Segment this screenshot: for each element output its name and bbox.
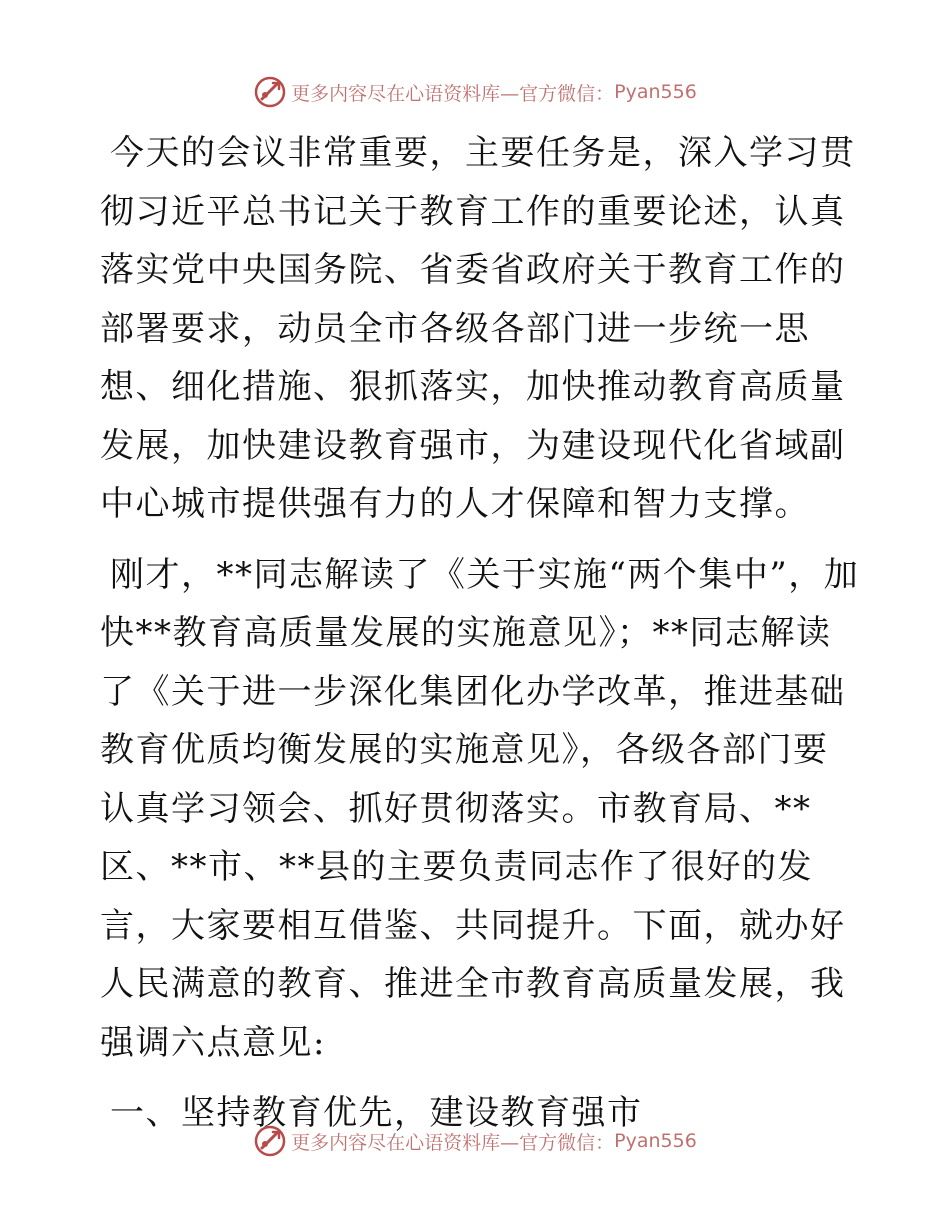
logo-icon	[253, 75, 287, 109]
banner-handle: Pyan556	[614, 1130, 697, 1152]
document-body	[100, 124, 860, 1143]
section-heading: 一、坚持教育优先，建设教育强市	[110, 1093, 643, 1133]
banner-text: 更多内容尽在心语资料库—官方微信：	[291, 1131, 615, 1154]
banner-handle: Pyan556	[614, 81, 697, 103]
logo-icon	[253, 1124, 287, 1158]
banner-text: 更多内容尽在心语资料库—官方微信：	[291, 82, 615, 105]
paragraph-1: 今天的会议非常重要，主要任务是，深入学习贯彻习近平总书记关于教育工作的重要论述，认真落实党中央国务院、省委省政府关于教育工作的部署要求，动员全市各级各部门进一步统一思想、细化措施、狠抓落实，加快推动教育高质量发展，加快建设教育强市，为建设现代化省域副中心城市提供强有力的人才保障和智力支撑。	[100, 133, 856, 524]
paragraph-2: 刚才，**同志解读了《关于实施“两个集中”，加快**教育高质量发展的实施意见》；**同志解读了《关于进一步深化集团化办学改革，推进基础教育优质均衡发展的实施意见》，各级各部门要认真学习领会、抓好贯彻落实。市教育局、**区、**市、**县的主要负责同志作了很好的发言，大家要相互借鉴、共同提升。下面，就办好人民满意的教育、推进全市教育高质量发展，我强调六点意见:	[100, 554, 860, 1063]
header-banner	[0, 72, 950, 112]
footer-banner	[0, 1121, 950, 1161]
